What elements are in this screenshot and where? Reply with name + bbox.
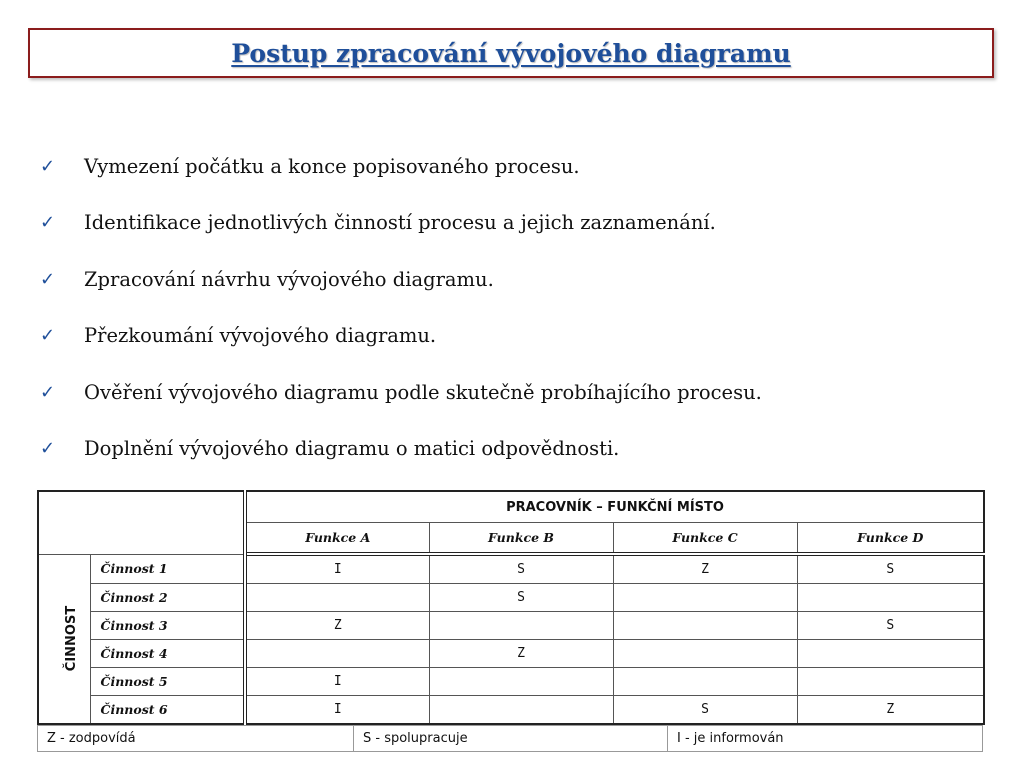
activity-cell: Činnost 2 — [90, 584, 245, 612]
bullet-item — [40, 251, 762, 308]
table-row — [38, 668, 984, 696]
table-row — [38, 696, 984, 725]
matrix-cell — [429, 612, 613, 640]
function-header: Funkce A — [245, 523, 429, 555]
matrix-cell: S — [429, 584, 613, 612]
check-icon: ✓ — [40, 212, 56, 234]
matrix-cell — [245, 584, 429, 612]
matrix-cell: Z — [613, 554, 797, 584]
matrix-cell — [797, 584, 984, 612]
function-header: Funkce B — [429, 523, 613, 555]
matrix-cell — [613, 612, 797, 640]
bullet-text: Identifikace jednotlivých činností procesu a jejich zaznamenání. — [84, 211, 716, 235]
row-group-label: ČINNOST — [64, 606, 80, 672]
matrix-cell — [613, 584, 797, 612]
table-row — [38, 640, 984, 668]
bullet-text: Přezkoumání vývojového diagramu. — [84, 324, 437, 348]
table-row — [38, 612, 984, 640]
legend-item: I - je informován — [677, 731, 784, 746]
matrix-cell: I — [245, 696, 429, 725]
title-box — [28, 28, 994, 78]
bullet-item — [40, 138, 762, 195]
matrix-cell: I — [245, 668, 429, 696]
check-icon: ✓ — [40, 268, 56, 290]
function-header: Funkce D — [797, 523, 984, 555]
bullet-text: Vymezení počátku a konce popisovaného procesu. — [84, 154, 580, 178]
matrix-cell: S — [797, 554, 984, 584]
matrix-cell — [429, 668, 613, 696]
activity-cell: Činnost 5 — [90, 668, 245, 696]
matrix-cell — [245, 640, 429, 668]
bullet-text: Ověření vývojového diagramu podle skutečně probíhajícího procesu. — [84, 380, 762, 404]
matrix-cell — [613, 668, 797, 696]
matrix-cell: S — [429, 554, 613, 584]
matrix-cell — [797, 640, 984, 668]
activity-cell: Činnost 6 — [90, 696, 245, 725]
bullet-item — [40, 308, 762, 365]
responsibility-matrix — [37, 490, 985, 725]
matrix-legend — [37, 725, 983, 752]
function-header: Funkce C — [613, 523, 797, 555]
matrix-cell: Z — [245, 612, 429, 640]
legend-item: Z - zodpovídá — [38, 726, 354, 751]
bullet-list — [40, 138, 762, 477]
matrix-cell — [429, 696, 613, 725]
table-row — [38, 554, 984, 584]
matrix-cell — [797, 668, 984, 696]
activity-cell: Činnost 4 — [90, 640, 245, 668]
bullet-text: Doplnění vývojového diagramu o matici odpovědnosti. — [84, 437, 620, 461]
row-group-header — [38, 554, 90, 724]
bullet-text: Zpracování návrhu vývojového diagramu. — [84, 267, 494, 291]
matrix-cell: S — [797, 612, 984, 640]
bullet-item — [40, 364, 762, 421]
matrix-cell: I — [245, 554, 429, 584]
page-title: Postup zpracování vývojového diagramu — [231, 38, 791, 68]
activity-cell: Činnost 1 — [90, 554, 245, 584]
matrix-corner — [38, 491, 245, 554]
check-icon: ✓ — [40, 438, 56, 460]
bullet-item — [40, 421, 762, 478]
matrix-cell: S — [613, 696, 797, 725]
legend-item: S - spolupracuje — [354, 726, 668, 751]
matrix-cell: Z — [429, 640, 613, 668]
bullet-item — [40, 195, 762, 252]
matrix-cell — [613, 640, 797, 668]
check-icon: ✓ — [40, 155, 56, 177]
matrix-cell: Z — [797, 696, 984, 725]
check-icon: ✓ — [40, 381, 56, 403]
check-icon: ✓ — [40, 325, 56, 347]
column-group-header: PRACOVNÍK – FUNKČNÍ MÍSTO — [245, 491, 984, 523]
table-row — [38, 584, 984, 612]
activity-cell: Činnost 3 — [90, 612, 245, 640]
